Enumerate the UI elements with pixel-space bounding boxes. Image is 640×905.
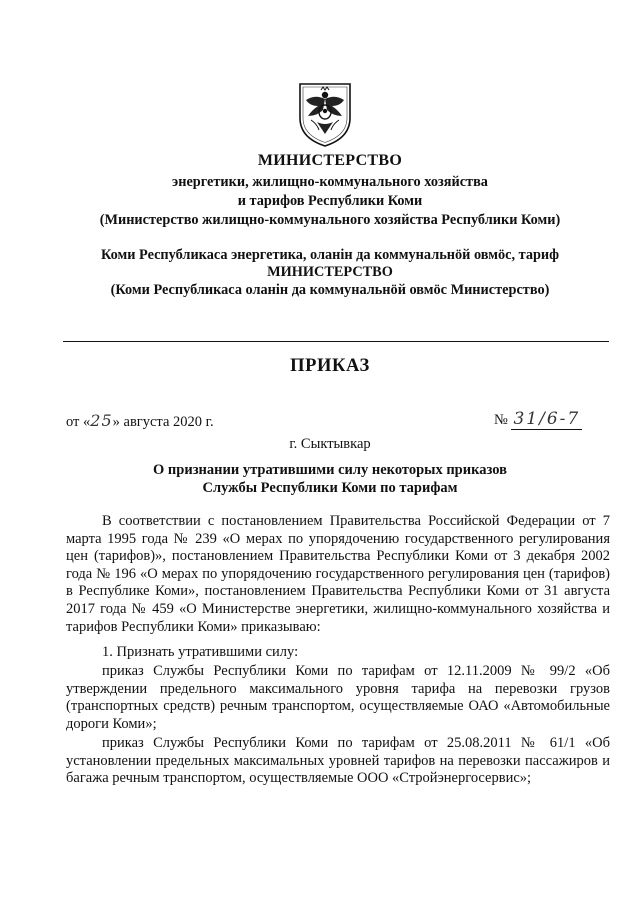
subject-line1: О признании утратившими силу некоторых приказов bbox=[153, 462, 507, 478]
header-ministry-line3: и тарифов Республики Коми bbox=[237, 193, 423, 209]
order-date bbox=[66, 411, 214, 431]
order-number bbox=[494, 409, 582, 430]
header-ministry-line4: (Министерство жилищно-коммунального хозяйства Республики Коми) bbox=[99, 212, 561, 228]
header-komi-line1: Коми Республикаса энергетика, оланiн да коммунальнöй овмöс, тариф bbox=[100, 247, 560, 263]
header-divider bbox=[63, 341, 609, 342]
komi-coat-of-arms-icon bbox=[297, 78, 353, 148]
intro-paragraph: В соответствии с постановлением Правительства Российской Федерации от 7 марта 1995 года № 239 «О мерах по упорядочению государственного регулирования цен (тарифов)», постановлением Правительства Республики Коми от 3 декабря 2002 года № 196 «О мерах по упорядочению государственного регулирования цен (тарифов) в Республике Коми», постановлением Правительства Республики Коми от 31 августа 2017 года № 459 «О Министерстве энергетики, жилищно-коммунального хозяйства и тарифов Республики Коми» приказываю: bbox=[66, 513, 610, 635]
subject-line2: Службы Республики Коми по тарифам bbox=[202, 480, 458, 496]
number-label: № bbox=[494, 412, 508, 428]
order-city: г. Сыктывкар bbox=[289, 436, 371, 452]
item-1-heading: 1. Признать утратившими силу: bbox=[102, 644, 299, 660]
date-suffix: » августа 2020 г. bbox=[112, 414, 214, 430]
number-value-handwritten: 31/6-7 bbox=[513, 409, 581, 429]
header-ministry-title: МИНИСТЕРСТВО bbox=[257, 152, 403, 169]
date-prefix: от « bbox=[66, 414, 91, 430]
item-1-subitem-1: приказ Службы Республики Коми по тарифам от 12.11.2009 № 99/2 «Об утверждении предельного максимального уровня тарифа на перевозки грузов (транспортных средств) речным транспортом, осуществляемые ОАО «Автомобильные дороги Коми»; bbox=[66, 663, 610, 732]
item-1-subitem-2: приказ Службы Республики Коми по тарифам от 25.08.2011 № 61/1 «Об установлении предельных максимальных уровней тарифов на перевозки пассажиров и багажа речным транспортом, осуществляемые ООО «Стройэнергосервис»; bbox=[66, 735, 610, 787]
header-komi-line2: МИНИСТЕРСТВО bbox=[267, 264, 393, 280]
header-ministry-line2: энергетики, жилищно-коммунального хозяйства bbox=[172, 174, 488, 190]
order-title: ПРИКАЗ bbox=[290, 356, 370, 376]
header-komi-line3: (Коми Республикаса оланiн да коммунальнöй овмöс Министерство) bbox=[110, 282, 550, 298]
date-day-handwritten: 25 bbox=[90, 411, 113, 430]
